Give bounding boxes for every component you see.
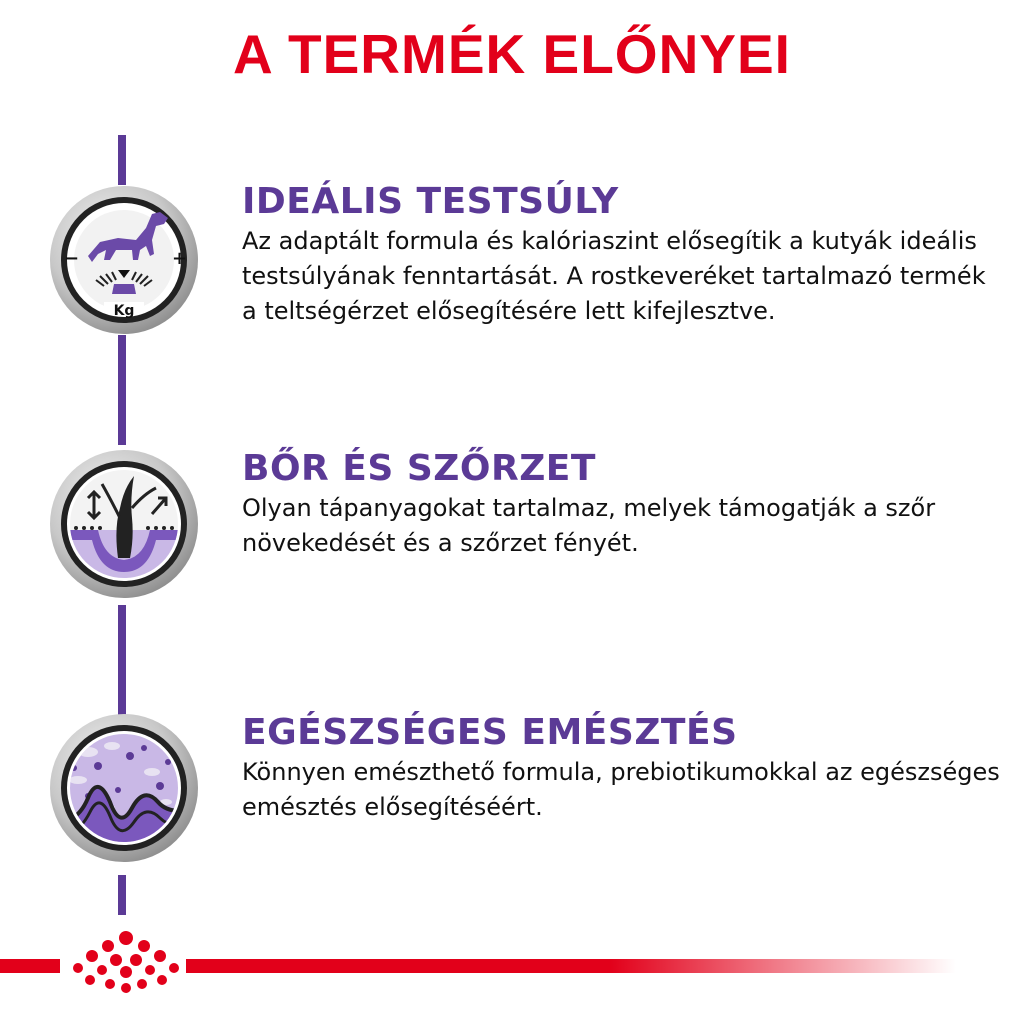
feature-heading: EGÉSZSÉGES EMÉSZTÉS xyxy=(242,712,738,753)
feature-text: Könnyen emészthető formula, prebiotikumokkal az egészséges emésztés elősegítéséért. xyxy=(242,758,1000,821)
feature-skin-coat xyxy=(242,447,1002,561)
royal-crown-icon xyxy=(64,928,188,998)
plus-label: + xyxy=(172,248,188,269)
skin-coat-icon xyxy=(48,448,200,600)
kg-label: Kg xyxy=(113,303,135,319)
feature-ideal-weight xyxy=(242,180,1002,329)
footer-line-right xyxy=(186,959,956,973)
feature-healthy-digestion xyxy=(242,711,1002,825)
minus-label: − xyxy=(64,248,80,269)
feature-text: Az adaptált formula és kalóriaszint elősegítik a kutyák ideális testsúlyának fenntartását. A rostkeveréket tartalmazó termék a teltségérzet elősegítésére lett kifejlesztve. xyxy=(242,227,986,325)
feature-heading: IDEÁLIS TESTSÚLY xyxy=(242,181,619,222)
footer-line-left xyxy=(0,959,60,973)
page-title: A TERMÉK ELŐNYEI xyxy=(233,23,791,85)
feature-text: Olyan tápanyagokat tartalmaz, melyek támogatják a szőr növekedését és a szőrzet fényét. xyxy=(242,494,936,557)
feature-heading: BŐR ÉS SZŐRZET xyxy=(242,448,596,489)
digestion-icon xyxy=(48,712,200,864)
weight-dog-icon xyxy=(48,184,200,336)
